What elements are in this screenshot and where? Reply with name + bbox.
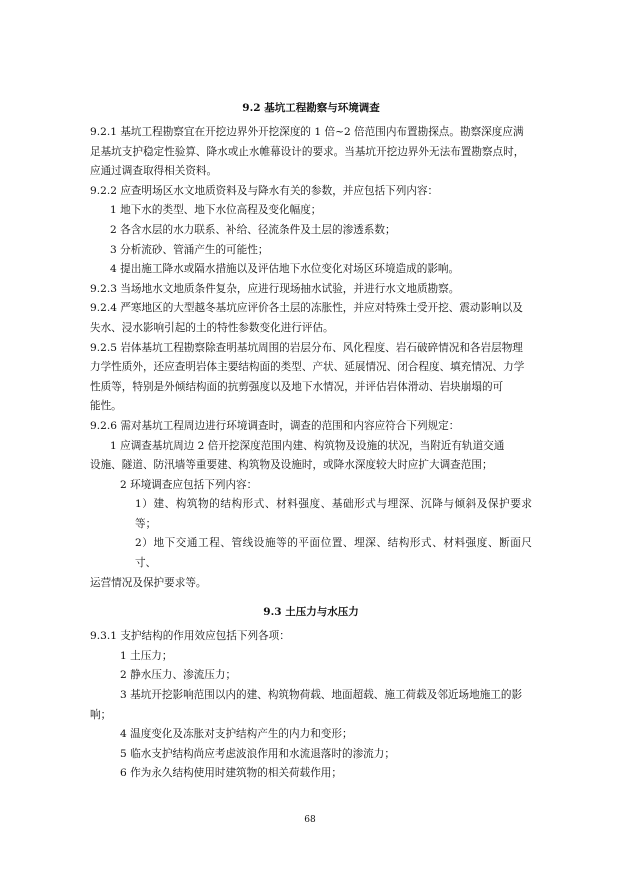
- clause-9-3-1-item-4: 4 温度变化及冻胀对支护结构产生的内力和变形；: [120, 728, 353, 741]
- clause-9-3-1-item-6: 6 作为永久结构使用时建筑物的相关荷载作用；: [120, 767, 342, 780]
- clause-9-2-6-item-2: 2 环境调查应包括下列内容：: [120, 478, 258, 491]
- clause-9-2-1-line-2: 足基坑支护稳定性验算、降水或止水帷幕设计的要求。当基坑开挖边界外无法布置勘察点时，: [90, 145, 525, 158]
- clause-9-2-5-line-4: 能性。: [90, 400, 122, 413]
- clause-9-2-6-item-1-line-1: 1 应调查基坑周边 2 倍开挖深度范围内建、构筑物及设施的状况，当附近有轨道交通: [110, 439, 505, 452]
- clause-9-2-5-line-1: 9.2.5 岩体基坑工程勘察除查明基坑周围的岩层分布、风化程度、岩石破碎情况和各岩层物理: [90, 341, 523, 354]
- clause-9-2-6: 9.2.6 需对基坑工程周边进行环境调查时，调查的范围和内容应符合下列规定：: [90, 419, 460, 432]
- clause-9-3-1-item-2: 2 静水压力、渗流压力；: [120, 669, 237, 682]
- section-heading-9-3: 9.3 土压力与水压力: [263, 606, 359, 619]
- section-heading-9-2: 9.2 基坑工程勘察与环境调查: [242, 102, 380, 114]
- clause-9-2-3: 9.2.3 当场地水文地质条件复杂，应进行现场抽水试验，并进行水文地质勘察。: [90, 282, 460, 295]
- clause-9-3-1-item-3-line-1: 3 基坑开挖影响范围以内的建、构筑物荷载、地面超载、施工荷载及邻近场地施工的影: [120, 689, 523, 702]
- clause-9-2-5-line-3: 性质等，特别是外倾结构面的抗剪强度以及地下水情况，并评估岩体滑动、岩块崩塌的可: [90, 380, 504, 393]
- clause-9-2-1-line-3: 应通过调查取得相关资料。: [90, 165, 218, 178]
- clause-9-2-4-line-1: 9.2.4 严寒地区的大型越冬基坑应评价各土层的冻胀性，并应对特殊土受开挖、震动影响以及: [90, 302, 523, 315]
- clause-9-2-2-item-4: 4 提出施工降水或隔水措施以及评估地下水位变化对场区环境造成的影响。: [110, 263, 460, 276]
- clause-9-2-5-line-2: 力学性质外，还应查明岩体主要结构面的类型、产状、延展情况、闭合程度、填充情况、力学: [90, 361, 525, 374]
- clause-9-2-2-item-3: 3 分析流砂、管涌产生的可能性；: [110, 243, 269, 256]
- clause-9-2-6-item-2-sub-1: 1）建、构筑物的结构形式、材料强度、基础形式与埋深、沉降与倾斜及保护要求等；: [135, 498, 532, 530]
- clause-9-3-1-item-5: 5 临水支护结构尚应考虑波浪作用和水流退落时的渗流力；: [120, 747, 395, 760]
- page-number: 68: [304, 815, 316, 825]
- clause-9-2-2: 9.2.2 应查明场区水文地质资料及与降水有关的参数，并应包括下列内容：: [90, 184, 439, 197]
- clause-9-2-6-item-2-sub-2-line-1: 2）地下交通工程、管线设施等的平面位置、埋深、结构形式、材料强度、断面尺寸、: [135, 537, 532, 570]
- clause-9-3-1-item-1: 1 土压力；: [120, 649, 173, 662]
- page-content: [90, 98, 532, 784]
- clause-9-2-4-line-2: 失水、浸水影响引起的土的特性参数变化进行评估。: [90, 321, 334, 334]
- clause-9-2-2-item-2: 2 各含水层的水力联系、补给、径流条件及土层的渗透系数；: [110, 223, 396, 236]
- clause-9-2-1-line-1: 9.2.1 基坑工程勘察宜在开挖边界外开挖深度的 1 倍~2 倍范围内布置勘探点。勘察深度应满: [90, 126, 524, 138]
- clause-9-2-2-item-1: 1 地下水的类型、地下水位高程及变化幅度；: [110, 204, 322, 217]
- clause-9-2-6-item-2-sub-2-line-2: 运营情况及保护要求等。: [90, 576, 207, 589]
- clause-9-3-1: 9.3.1 支护结构的作用效应包括下列各项：: [90, 630, 290, 643]
- clause-9-2-6-item-1-line-2: 设施、隧道、防汛墙等重要建、构筑物及设施时，或降水深度较大时应扩大调查范围；: [90, 459, 493, 472]
- clause-9-3-1-item-3-line-2: 响；: [90, 708, 112, 721]
